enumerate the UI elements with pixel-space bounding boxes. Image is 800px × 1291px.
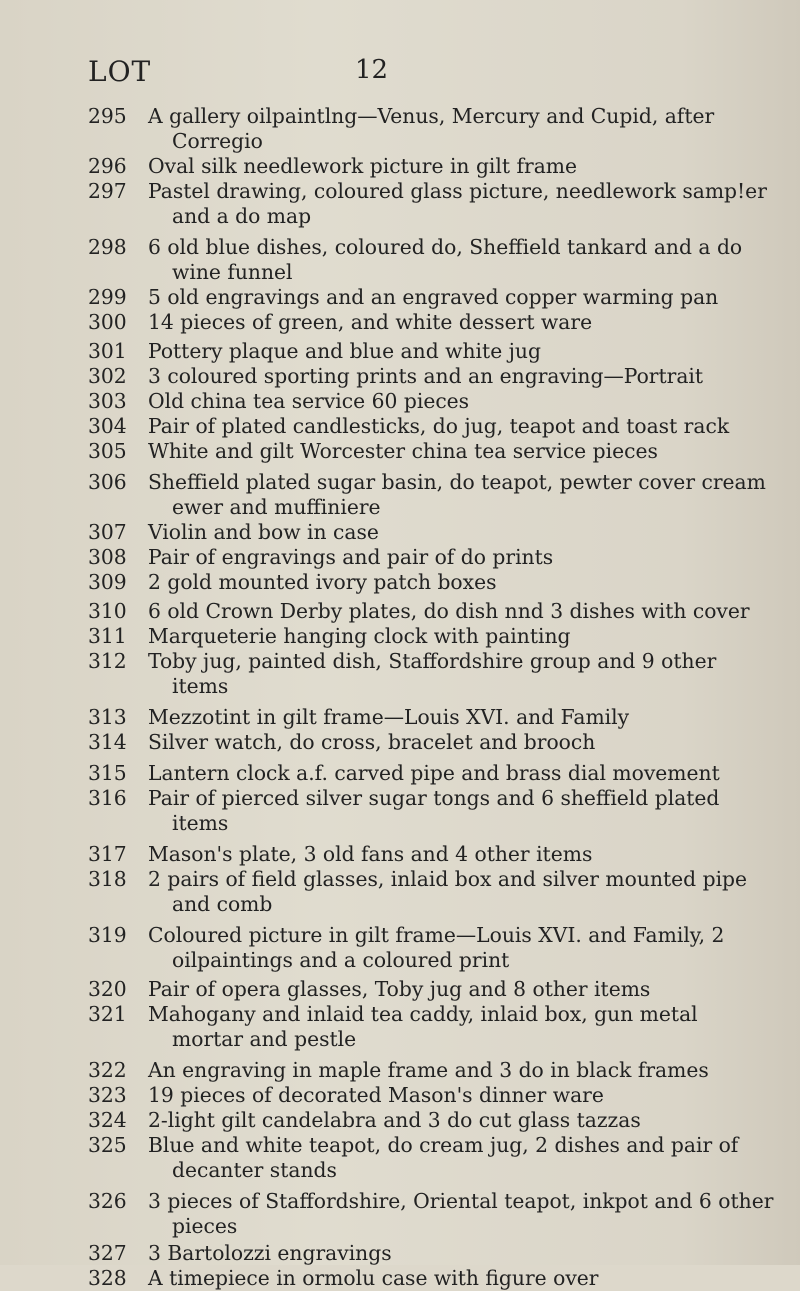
- description-line: Mezzotint in gilt frame—Louis XVI. and Family: [148, 705, 630, 729]
- lot-row: [88, 339, 778, 364]
- lot-row: [88, 520, 778, 545]
- lot-description: [148, 310, 778, 335]
- lot-description: [148, 1266, 778, 1291]
- lot-row: [88, 570, 778, 595]
- lot-row: [88, 867, 778, 917]
- lot-row: [88, 154, 778, 179]
- description-line: An engraving in maple frame and 3 do in black frames: [148, 1058, 709, 1082]
- lot-description: [148, 364, 778, 389]
- lot-number: 310: [88, 599, 127, 623]
- lot-number: 316: [88, 786, 127, 810]
- lot-description: [148, 867, 778, 917]
- lot-description: [148, 1189, 778, 1239]
- lot-row: [88, 364, 778, 389]
- lot-number: 311: [88, 624, 127, 648]
- lot-row: [88, 649, 778, 699]
- lot-row: [88, 389, 778, 414]
- lot-description: [148, 1083, 778, 1108]
- description-line: Mahogany and inlaid tea caddy, inlaid box, gun metal: [148, 1002, 698, 1026]
- lot-number: 323: [88, 1083, 127, 1107]
- lot-description: [148, 705, 778, 730]
- description-line: 2 pairs of field glasses, inlaid box and silver mounted pipe: [148, 867, 748, 891]
- description-line: Pair of plated candlesticks, do jug, teapot and toast rack: [148, 414, 730, 438]
- lot-number: 318: [88, 867, 127, 891]
- description-line: and comb: [172, 892, 273, 916]
- description-line: Toby jug, painted dish, Staffordshire group and 9 other: [148, 649, 717, 673]
- lot-row: [88, 923, 778, 973]
- description-line: 6 old Crown Derby plates, do dish nnd 3 dishes with cover: [148, 599, 750, 623]
- description-line: Mason's plate, 3 old fans and 4 other items: [148, 842, 593, 866]
- lot-number: 327: [88, 1241, 127, 1265]
- lot-row: [88, 705, 778, 730]
- page-number: 12: [355, 55, 389, 85]
- lot-description: [148, 1002, 778, 1052]
- lot-description: [148, 154, 778, 179]
- lot-number: 296: [88, 154, 127, 178]
- lot-row: [88, 1266, 778, 1291]
- lot-row: [88, 414, 778, 439]
- lot-description: [148, 339, 778, 364]
- lot-description: [148, 842, 778, 867]
- lot-row: [88, 285, 778, 310]
- description-line: Marqueterie hanging clock with painting: [148, 624, 571, 648]
- lot-description: [148, 570, 778, 595]
- lot-row: [88, 599, 778, 624]
- description-line: oilpaintings and a coloured print: [172, 948, 510, 972]
- lot-description: [148, 1241, 778, 1266]
- description-line: A timepiece in ormolu case with figure over: [148, 1266, 599, 1290]
- description-line: ewer and muffiniere: [172, 495, 381, 519]
- lot-description: [148, 389, 778, 414]
- lot-description: [148, 599, 778, 624]
- description-line: decanter stands: [172, 1158, 337, 1182]
- lot-row: [88, 1108, 778, 1133]
- lot-description: [148, 1058, 778, 1083]
- description-line: Pair of opera glasses, Toby jug and 8 other items: [148, 977, 651, 1001]
- description-line: 19 pieces of decorated Mason's dinner ware: [148, 1083, 604, 1107]
- lot-description: [148, 285, 778, 310]
- lot-description: [148, 624, 778, 649]
- lot-description: [148, 470, 778, 520]
- description-line: 6 old blue dishes, coloured do, Sheffield tankard and a do: [148, 235, 743, 259]
- description-line: 3 Bartolozzi engravings: [148, 1241, 392, 1265]
- lot-row: [88, 786, 778, 836]
- description-line: Violin and bow in case: [148, 520, 379, 544]
- lot-description: [148, 761, 778, 786]
- lot-number: 312: [88, 649, 127, 673]
- lot-number: 317: [88, 842, 127, 866]
- lot-number: 303: [88, 389, 127, 413]
- lot-number: 314: [88, 730, 127, 754]
- lot-row: [88, 842, 778, 867]
- description-line: pieces: [172, 1214, 238, 1238]
- lot-row: [88, 235, 778, 285]
- lot-row: [88, 1002, 778, 1052]
- description-line: and a do map: [172, 204, 312, 228]
- lot-row: [88, 470, 778, 520]
- lot-description: [148, 520, 778, 545]
- lot-number: 305: [88, 439, 127, 463]
- description-line: Coloured picture in gilt frame—Louis XVI. and Family, 2: [148, 923, 725, 947]
- lot-number: 313: [88, 705, 127, 729]
- description-line: 2-light gilt candelabra and 3 do cut glass tazzas: [148, 1108, 641, 1132]
- lot-number: 326: [88, 1189, 127, 1213]
- lot-number: 306: [88, 470, 127, 494]
- lot-description: [148, 439, 778, 464]
- lot-number: 321: [88, 1002, 127, 1026]
- description-line: items: [172, 811, 229, 835]
- description-line: Pair of engravings and pair of do prints: [148, 545, 554, 569]
- lot-number: 325: [88, 1133, 127, 1157]
- lot-row: [88, 439, 778, 464]
- lot-row: [88, 1133, 778, 1183]
- description-line: 3 coloured sporting prints and an engraving—Portrait: [148, 364, 704, 388]
- description-line: Blue and white teapot, do cream jug, 2 dishes and pair of: [148, 1133, 739, 1157]
- lot-row: [88, 1189, 778, 1239]
- description-line: White and gilt Worcester china tea service pieces: [148, 439, 658, 463]
- description-line: 14 pieces of green, and white dessert ware: [148, 310, 593, 334]
- lot-number: 319: [88, 923, 127, 947]
- lot-number: 308: [88, 545, 127, 569]
- lot-description: [148, 1133, 778, 1183]
- lot-number: 322: [88, 1058, 127, 1082]
- lot-number: 300: [88, 310, 127, 334]
- description-line: Oval silk needlework picture in gilt frame: [148, 154, 578, 178]
- lot-description: [148, 786, 778, 836]
- description-line: Pottery plaque and blue and white jug: [148, 339, 541, 363]
- lot-row: [88, 761, 778, 786]
- lot-row: [88, 1241, 778, 1266]
- lot-description: [148, 414, 778, 439]
- lot-row: [88, 624, 778, 649]
- lot-number: 309: [88, 570, 127, 594]
- lot-description: [148, 545, 778, 570]
- lot-description: [148, 104, 778, 154]
- lot-number: 320: [88, 977, 127, 1001]
- description-line: mortar and pestle: [172, 1027, 357, 1051]
- description-line: Sheffield plated sugar basin, do teapot, pewter cover cream: [148, 470, 766, 494]
- lot-column-heading: LOT: [88, 55, 152, 88]
- description-line: Corregio: [172, 129, 263, 153]
- lot-row: [88, 1058, 778, 1083]
- lot-number: 299: [88, 285, 127, 309]
- description-line: items: [172, 674, 229, 698]
- lot-row: [88, 104, 778, 154]
- description-line: Silver watch, do cross, bracelet and brooch: [148, 730, 596, 754]
- lot-number: 307: [88, 520, 127, 544]
- lot-number: 298: [88, 235, 127, 259]
- lot-description: [148, 977, 778, 1002]
- description-line: 2 gold mounted ivory patch boxes: [148, 570, 497, 594]
- lot-number: 297: [88, 179, 127, 203]
- lot-row: [88, 1083, 778, 1108]
- description-line: wine funnel: [172, 260, 293, 284]
- description-line: Old china tea service 60 pieces: [148, 389, 470, 413]
- description-line: A gallery oilpaintlng—Venus, Mercury and Cupid, after: [148, 104, 715, 128]
- lot-number: 302: [88, 364, 127, 388]
- lot-number: 324: [88, 1108, 127, 1132]
- description-line: Pastel drawing, coloured glass picture, needlework samp!er: [148, 179, 767, 203]
- lot-row: [88, 730, 778, 755]
- lot-list: [88, 104, 778, 1291]
- lot-description: [148, 923, 778, 973]
- lot-number: 315: [88, 761, 127, 785]
- lot-row: [88, 977, 778, 1002]
- lot-row: [88, 545, 778, 570]
- lot-description: [148, 649, 778, 699]
- lot-number: 295: [88, 104, 127, 128]
- lot-row: [88, 310, 778, 335]
- lot-number: 301: [88, 339, 127, 363]
- lot-description: [148, 1108, 778, 1133]
- description-line: Lantern clock a.f. carved pipe and brass dial movement: [148, 761, 720, 785]
- lot-description: [148, 235, 778, 285]
- lot-number: 304: [88, 414, 127, 438]
- description-line: 5 old engravings and an engraved copper warming pan: [148, 285, 719, 309]
- lot-description: [148, 730, 778, 755]
- lot-description: [148, 179, 778, 229]
- lot-number: 328: [88, 1266, 127, 1290]
- description-line: Pair of pierced silver sugar tongs and 6 sheffield plated: [148, 786, 720, 810]
- description-line: 3 pieces of Staffordshire, Oriental teapot, inkpot and 6 other: [148, 1189, 774, 1213]
- lot-row: [88, 179, 778, 229]
